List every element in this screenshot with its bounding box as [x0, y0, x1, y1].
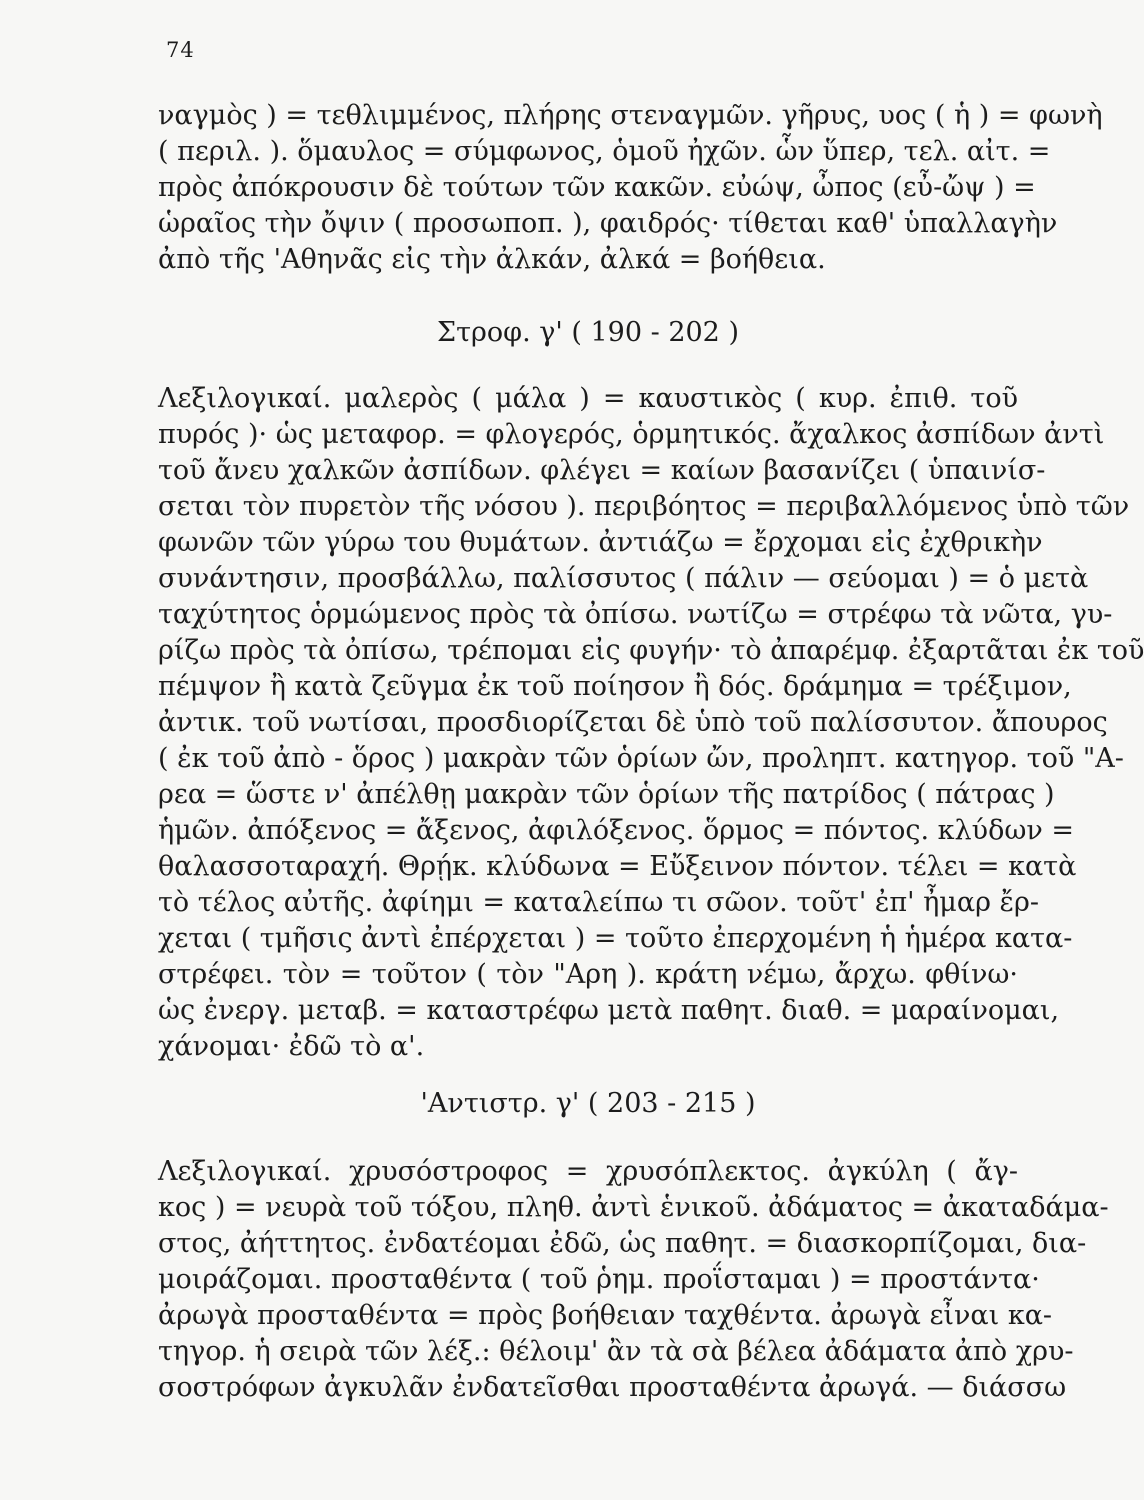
section-heading-strophe: Στροφ. γ' ( 190 - 202 ) — [437, 317, 739, 348]
text-line: κος ) = νευρὰ τοῦ τόξου, πληθ. ἀντὶ ἑνικοῦ. ἀδάματος = ἀκαταδάμα- — [158, 1192, 1109, 1223]
section-heading-antistrophe: 'Αντιστρ. γ' ( 203 - 215 ) — [420, 1088, 756, 1119]
text-line: ἀρωγὰ προσταθέντα = πρὸς βοήθειαν ταχθέντα. ἀρωγὰ εἶναι κα- — [158, 1300, 1053, 1331]
text-line: ρίζω πρὸς τὰ ὀπίσω, τρέπομαι εἰς φυγήν· τὸ ἀπαρέμφ. ἐξαρτᾶται ἐκ τοῦ — [158, 635, 1144, 666]
text-line: πυρός )· ὡς μεταφορ. = φλογερός, ὁρμητικός. ἄχαλκος ἀσπίδων ἀντὶ — [158, 419, 1105, 450]
text-line: ἡμῶν. ἀπόξενος = ἄξενος, ἀφιλόξενος. ὅρμος = πόντος. κλύδων = — [158, 815, 1074, 846]
text-line: συνάντησιν, προσβάλλω, παλίσσυτος ( πάλιν — σεύομαι ) = ὁ μετὰ — [158, 563, 1089, 594]
text-line: ναγμὸς ) = τεθλιμμένος, πλήρης στεναγμῶν. γῆρυς, υος ( ἡ ) = φωνὴ — [158, 100, 1103, 131]
text-line: τὸ τέλος αὐτῆς. ἀφίημι = καταλείπω τι σῶον. τοῦτ' ἐπ' ἦμαρ ἔρ- — [158, 887, 1040, 918]
text-line: Λεξιλογικαί. μαλερὸς ( μάλα ) = καυστικὸς ( κυρ. ἐπιθ. τοῦ — [158, 383, 1018, 414]
text-block-intro — [158, 98, 1103, 278]
text-line: Λεξιλογικαί. χρυσόστροφος = χρυσόπλεκτος. ἀγκύλη ( ἄγ- — [158, 1156, 1018, 1187]
page-number: 74 — [166, 38, 195, 62]
text-line: στρέφει. τὸν = τοῦτον ( τὸν "Αρη ). κράτη νέμω, ἄρχω. φθίνω· — [158, 959, 1018, 990]
text-line: πρὸς ἀπόκρουσιν δὲ τούτων τῶν κακῶν. εὐώψ, ὦπος (εὖ-ὤψ ) = — [158, 172, 1036, 203]
text-line: φωνῶν τῶν γύρω του θυμάτων. ἀντιάζω = ἔρχομαι εἰς ἐχθρικὴν — [158, 527, 1043, 558]
text-line: τοῦ ἄνευ χαλκῶν ἀσπίδων. φλέγει = καίων βασανίζει ( ὑπαινίσ- — [158, 455, 1046, 486]
text-block-strophe — [158, 381, 1144, 1065]
text-line: σεται τὸν πυρετὸν τῆς νόσου ). περιβόητος = περιβαλλόμενος ὑπὸ τῶν — [158, 491, 1130, 522]
text-line: θαλασσοταραχή. Θρῄκ. κλύδωνα = Εὔξεινον πόντον. τέλει = κατὰ — [158, 851, 1077, 882]
text-line: ἀπὸ τῆς 'Αθηνᾶς εἰς τὴν ἀλκάν, ἀλκά = βοήθεια. — [158, 244, 826, 275]
text-line: ( περιλ. ). ὅμαυλος = σύμφωνος, ὁμοῦ ἠχῶν. ὧν ὕπερ, τελ. αἰτ. = — [158, 136, 1051, 167]
text-line: ταχύτητος ὁρμώμενος πρὸς τὰ ὀπίσω. νωτίζω = στρέφω τὰ νῶτα, γυ- — [158, 599, 1113, 630]
text-line: ὡραῖος τὴν ὄψιν ( προσωποπ. ), φαιδρός· τίθεται καθ' ὑπαλλαγὴν — [158, 208, 1058, 239]
text-line: τηγορ. ἡ σειρὰ τῶν λέξ.: θέλοιμ' ἂν τὰ σὰ βέλεα ἀδάματα ἀπὸ χρυ- — [158, 1336, 1074, 1367]
text-line: μοιράζομαι. προσταθέντα ( τοῦ ῥημ. προΐσταμαι ) = προστάντα· — [158, 1264, 1040, 1295]
text-line: στος, ἀήττητος. ἐνδατέομαι ἐδῶ, ὡς παθητ. = διασκορπίζομαι, δια- — [158, 1228, 1087, 1259]
text-line: πέμψον ἢ κατὰ ζεῦγμα ἐκ τοῦ ποίησον ἢ δός. δράμημα = τρέξιμον, — [158, 671, 1072, 702]
text-line: χεται ( τμῆσις ἀντὶ ἐπέρχεται ) = τοῦτο ἐπερχομένη ἡ ἡμέρα κατα- — [158, 923, 1073, 954]
text-line: ρεα = ὥστε ν' ἀπέλθῃ μακρὰν τῶν ὁρίων τῆς πατρίδος ( πάτρας ) — [158, 779, 1055, 810]
text-line: ὡς ἐνεργ. μεταβ. = καταστρέφω μετὰ παθητ. διαθ. = μαραίνομαι, — [158, 995, 1060, 1026]
text-line: ἀντικ. τοῦ νωτίσαι, προσδιορίζεται δὲ ὑπὸ τοῦ παλίσσυτον. ἄπουρος — [158, 707, 1108, 738]
text-line: ( ἐκ τοῦ ἀπὸ - ὅρος ) μακρὰν τῶν ὁρίων ὤν, προληπτ. κατηγορ. τοῦ "Α- — [158, 743, 1124, 774]
text-line: σοστρόφων ἀγκυλᾶν ἐνδατεῖσθαι προσταθέντα ἀρωγά. — διάσσω — [158, 1372, 1067, 1403]
text-block-antistrophe — [158, 1154, 1109, 1406]
text-line: χάνομαι· ἐδῶ τὸ α'. — [158, 1031, 425, 1062]
